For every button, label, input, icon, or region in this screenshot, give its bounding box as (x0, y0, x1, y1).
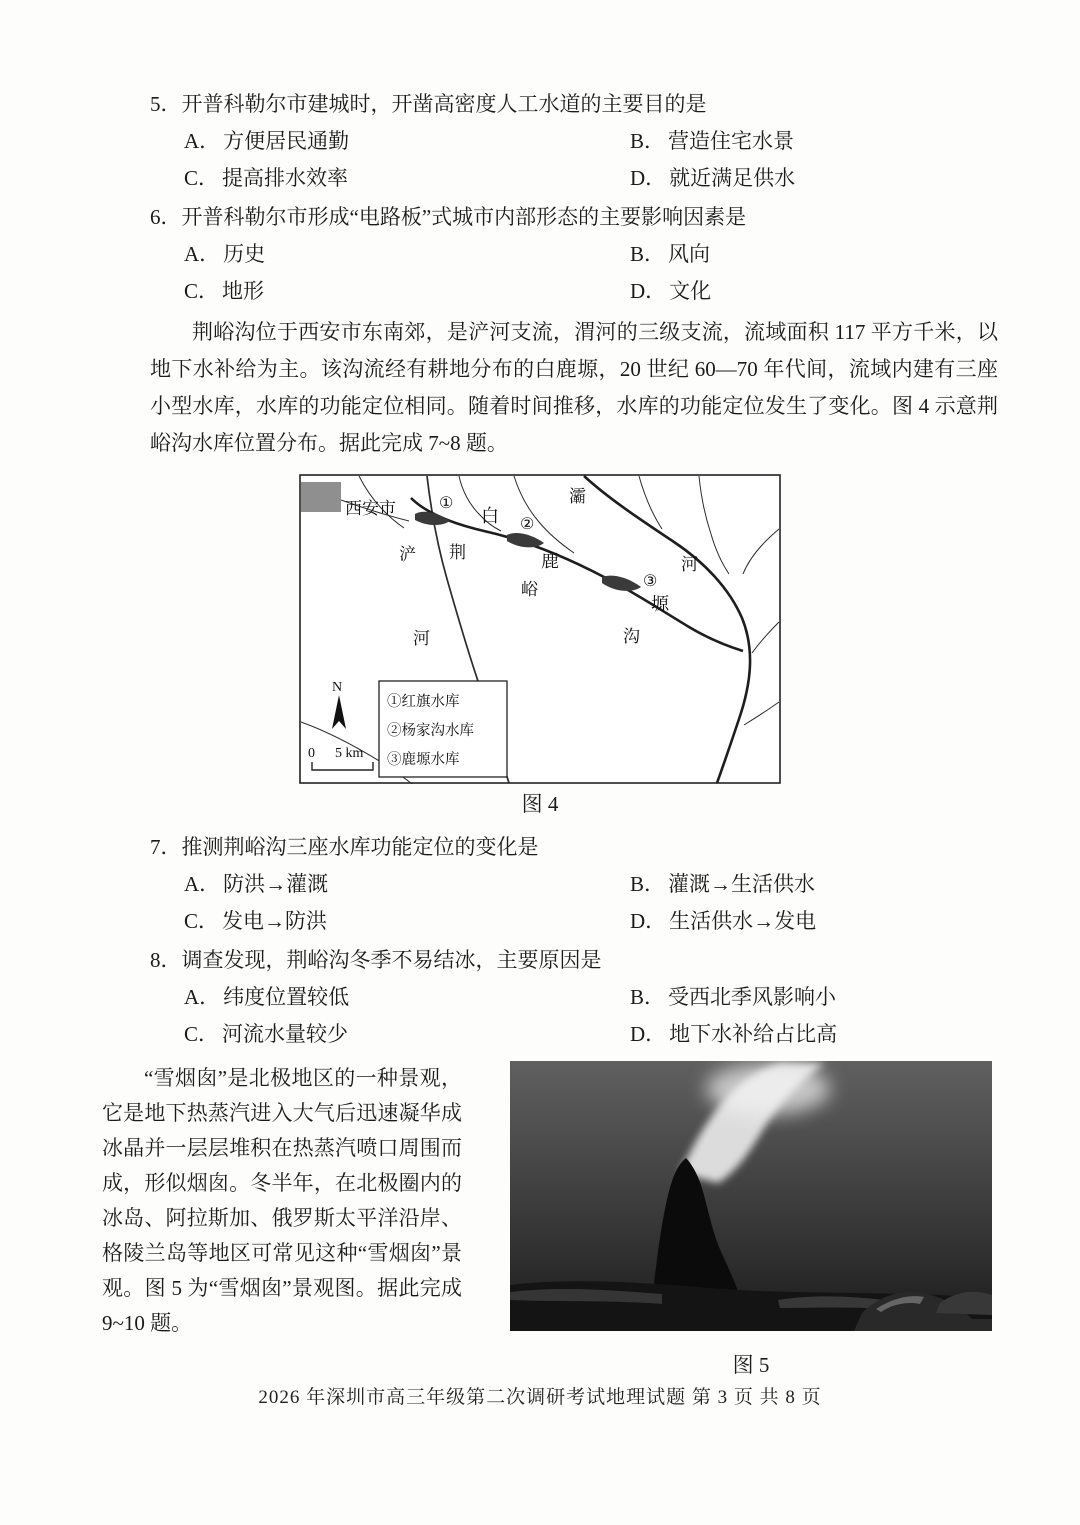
option-6-d-text: 文化 (669, 279, 712, 303)
question-7-options (184, 866, 998, 940)
question-6-number: 6． (150, 205, 182, 229)
page-footer: 2026 年深圳市高三年级第二次调研考试地理试题 第 3 页 共 8 页 (258, 1387, 822, 1408)
map-label-lu: 鹿 (541, 551, 559, 571)
option-5-d-label: D． (630, 166, 667, 190)
option-7-b-text: 灌溉→生活供水 (668, 872, 816, 896)
figure4 (299, 474, 781, 784)
option-7-c-label: C． (184, 909, 220, 933)
map-label-chan-1: 浐 (399, 545, 416, 564)
option-8-d-label: D． (630, 1022, 667, 1046)
option-5-d-text: 就近满足供水 (669, 166, 796, 190)
option-6-a-label: A． (184, 242, 221, 266)
option-5-a-label: A． (184, 129, 221, 153)
option-6-b-text: 风向 (668, 242, 711, 266)
question-6-text: 开普科勒尔市形成“电路板”式城市内部形态的主要影响因素是 (181, 205, 747, 229)
map-label-ba-2: 河 (681, 555, 698, 574)
question-7-stem (150, 829, 998, 866)
option-6-a-text: 历史 (223, 242, 266, 266)
option-5-c-label: C． (184, 166, 220, 190)
question-6-options (184, 236, 998, 310)
map-label-yu: 峪 (521, 580, 538, 599)
map-label-yuan: 塬 (651, 594, 669, 614)
map-marker-1: ① (439, 495, 454, 512)
legend-item-3: ③鹿塬水库 (387, 752, 460, 768)
option-7-b (630, 866, 998, 903)
question-5-number: 5． (150, 92, 182, 116)
option-8-b-text: 受西北季风影响小 (668, 985, 837, 1009)
question-5-stem (150, 86, 998, 123)
question-7-number: 7． (150, 835, 182, 859)
page-content (0, 84, 1080, 1384)
option-7-d (630, 903, 998, 940)
question-7-text: 推测荆峪沟三座水库功能定位的变化是 (181, 835, 539, 859)
legend-item-1: ①红旗水库 (387, 694, 460, 710)
option-8-d-text: 地下水补给占比高 (669, 1022, 838, 1046)
map-label-bai: 白 (481, 506, 499, 526)
map-frame (300, 475, 780, 783)
option-5-a (184, 123, 630, 160)
option-6-d-label: D． (630, 279, 667, 303)
question-5-text: 开普科勒尔市建城时，开凿高密度人工水道的主要目的是 (181, 92, 707, 116)
map-label-xian: 西安市 (345, 499, 396, 518)
map-label-gou: 沟 (623, 627, 640, 646)
passage-jingyugou: 荆峪沟位于西安市东南郊，是浐河支流，渭河的三级支流，流域面积 117 平方千米，以地下水补给为主。该沟流经有耕地分布的白鹿塬，20 世纪 60—70 年代间，流域内建有三座小型水库，水库的功能定位相同。随着时间推移，水库的功能定位发生了变化。图 4 示意荆峪沟水库位置分布。据此完成 7~8 题。 (150, 320, 998, 455)
map-label-chan-2: 河 (413, 629, 430, 648)
xian-city-symbol (301, 482, 341, 512)
map-marker-3: ③ (643, 573, 658, 590)
option-8-d (630, 1016, 998, 1053)
north-label: N (332, 680, 343, 695)
option-7-a (184, 866, 630, 903)
map-label-ba-1: 灞 (569, 487, 586, 506)
option-6-c-text: 地形 (222, 279, 265, 303)
option-6-d (630, 273, 998, 310)
passage-snow-chimney: “雪烟囱”是北极地区的一种景观，它是地下热蒸汽进入大气后迅速凝华成冰晶并一层层堆积在热蒸汽喷口周围而成，形似烟囱。冬半年，在北极圈内的冰岛、阿拉斯加、俄罗斯太平洋沿岸、格陵兰岛等地区可常见这种“雪烟囱”景观。图 5 为“雪烟囱”景观图。据此完成 9~10 题。 (102, 1066, 462, 1335)
map-marker-2: ② (520, 516, 535, 533)
figure5-photo (510, 1061, 992, 1331)
map-label-jing: 荆 (449, 543, 466, 562)
scale-zero: 0 (308, 746, 315, 761)
option-7-a-text: 防洪→灌溉 (223, 872, 329, 896)
figure5-caption: 图 5 (732, 1353, 770, 1377)
option-8-a-label: A． (184, 985, 221, 1009)
option-5-c (184, 160, 630, 197)
figure5-section (102, 1061, 1080, 1384)
option-5-b-text: 营造住宅水景 (668, 129, 795, 153)
steam-cloud (706, 1063, 830, 1115)
legend-item-2: ②杨家沟水库 (387, 723, 474, 739)
figure5 (510, 1061, 992, 1384)
option-8-b (630, 979, 998, 1016)
option-6-b (630, 236, 998, 273)
option-6-c (184, 273, 630, 310)
option-8-a (184, 979, 630, 1016)
option-7-b-label: B． (630, 872, 666, 896)
option-5-d (630, 160, 998, 197)
option-5-b-label: B． (630, 129, 666, 153)
question-8-number: 8． (150, 948, 182, 972)
option-8-b-label: B． (630, 985, 666, 1009)
option-5-c-text: 提高排水效率 (222, 166, 349, 190)
option-7-c (184, 903, 630, 940)
option-5-b (630, 123, 998, 160)
option-7-c-text: 发电→防洪 (222, 909, 328, 933)
question-8-stem (150, 942, 998, 979)
scale-label: 5 km (335, 746, 364, 761)
question-6-stem (150, 199, 998, 236)
option-7-a-label: A． (184, 872, 221, 896)
option-6-b-label: B． (630, 242, 666, 266)
option-7-d-label: D． (630, 909, 667, 933)
figure4-map (299, 474, 781, 784)
option-8-a-text: 纬度位置较低 (223, 985, 350, 1009)
option-6-c-label: C． (184, 279, 220, 303)
question-8-text: 调查发现，荆峪沟冬季不易结冰，主要原因是 (181, 948, 602, 972)
option-6-a (184, 236, 630, 273)
option-8-c-text: 河流水量较少 (222, 1022, 349, 1046)
question-5-options (184, 123, 998, 197)
figure4-caption: 图 4 (521, 792, 559, 816)
option-8-c-label: C． (184, 1022, 220, 1046)
question-8-options (184, 979, 998, 1053)
option-7-d-text: 生活供水→发电 (669, 909, 817, 933)
option-5-a-text: 方便居民通勤 (223, 129, 350, 153)
option-8-c (184, 1016, 630, 1053)
